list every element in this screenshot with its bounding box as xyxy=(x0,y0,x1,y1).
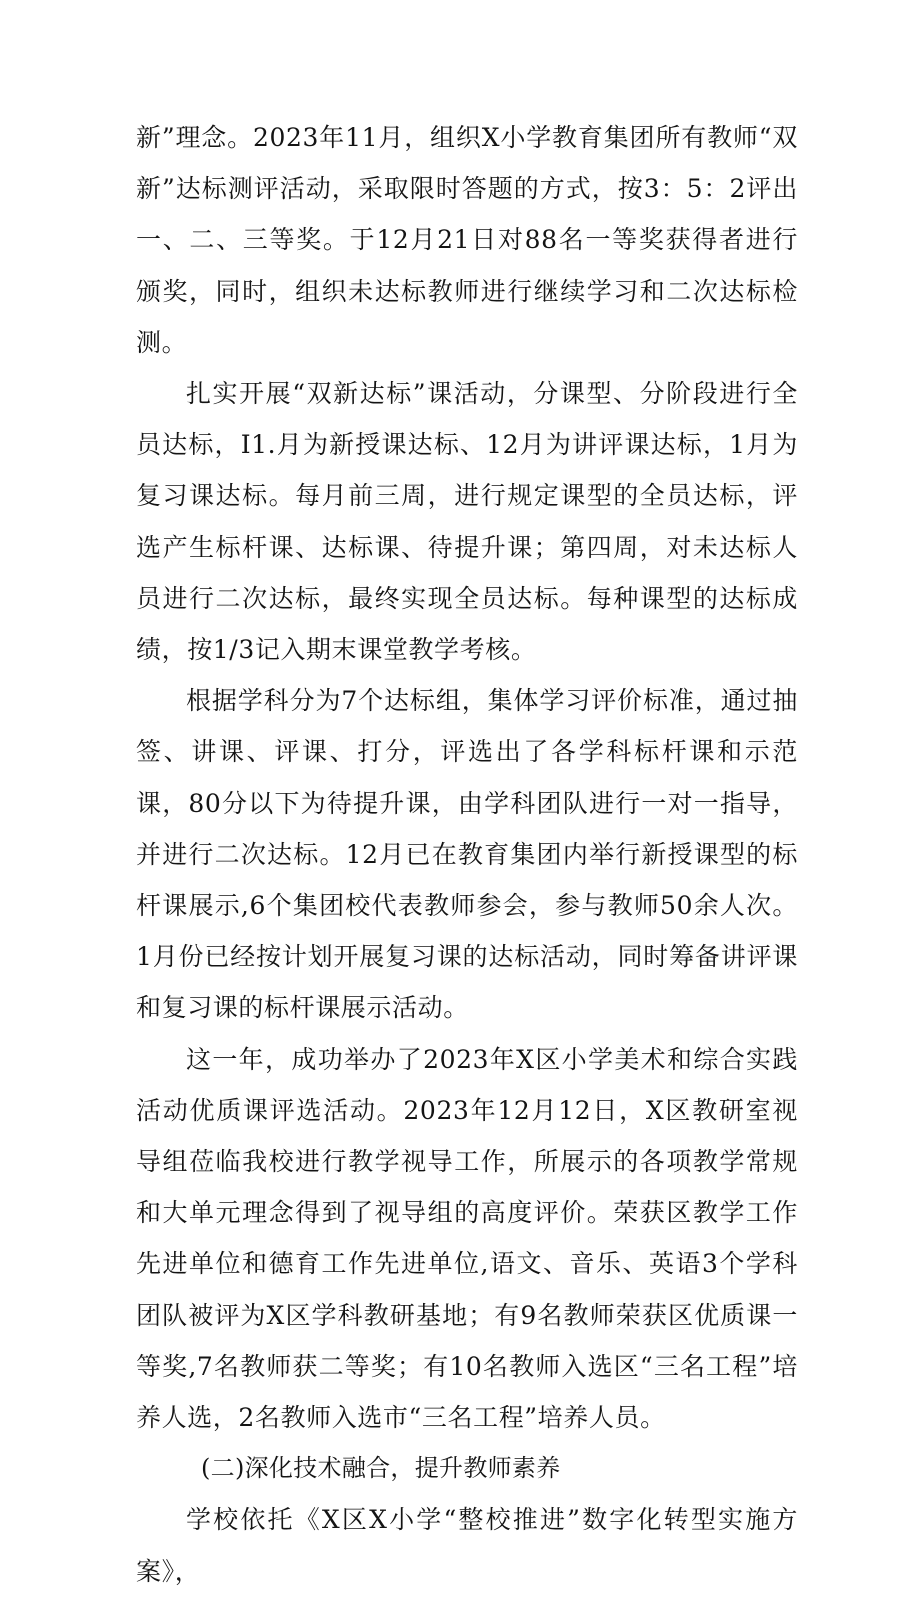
paragraph-1: 新”理念。2023年11月，组织X小学教育集团所有教师“双新”达标测评活动，采取限时答题的方式，按3：5：2评出一、二、三等奖。于12月21日对88名一等奖获得者进行颁奖，同时，组织未达标教师进行继续学习和二次达标检测。 xyxy=(136,123,798,357)
section-heading: (二)深化技术融合，提升教师素养 xyxy=(201,1454,561,1483)
paragraph-2: 扎实开展“双新达标”课活动，分课型、分阶段进行全员达标，I1.月为新授课达标、12月为讲评课达标，1月为复习课达标。每月前三周，进行规定课型的全员达标，评选产生标杆课、达标课、待提升课；第四周，对未达标人员进行二次达标，最终实现全员达标。每种课型的达标成绩，按1/3记入期末课堂教学考核。 xyxy=(136,379,798,665)
document-body xyxy=(136,112,798,1597)
paragraph-5: 学校依托《X区X小学“整校推进”数字化转型实施方案》， xyxy=(136,1505,798,1586)
paragraph-4: 这一年，成功举办了2023年X区小学美术和综合实践活动优质课评选活动。2023年12月12日，X区教研室视导组莅临我校进行教学视导工作，所展示的各项教学常规和大单元理念得到了视导组的高度评价。荣获区教学工作先进单位和德育工作先进单位,语文、音乐、英语3个学科团队被评为X区学科教研基地；有9名教师荣获区优质课一等奖,7名教师获二等奖；有10名教师入选区“三名工程”培养人选，2名教师入选市“三名工程”培养人员。 xyxy=(136,1044,798,1433)
paragraph-3: 根据学科分为7个达标组，集体学习评价标准，通过抽签、讲课、评课、打分，评选出了各学科标杆课和示范课，80分以下为待提升课，由学科团队进行一对一指导，并进行二次达标。12月已在教育集团内举行新授课型的标杆课展示,6个集团校代表教师参会，参与教师50余人次。1月份已经按计划开展复习课的达标活动，同时筹备讲评课和复习课的标杆课展示活动。 xyxy=(136,686,798,1023)
